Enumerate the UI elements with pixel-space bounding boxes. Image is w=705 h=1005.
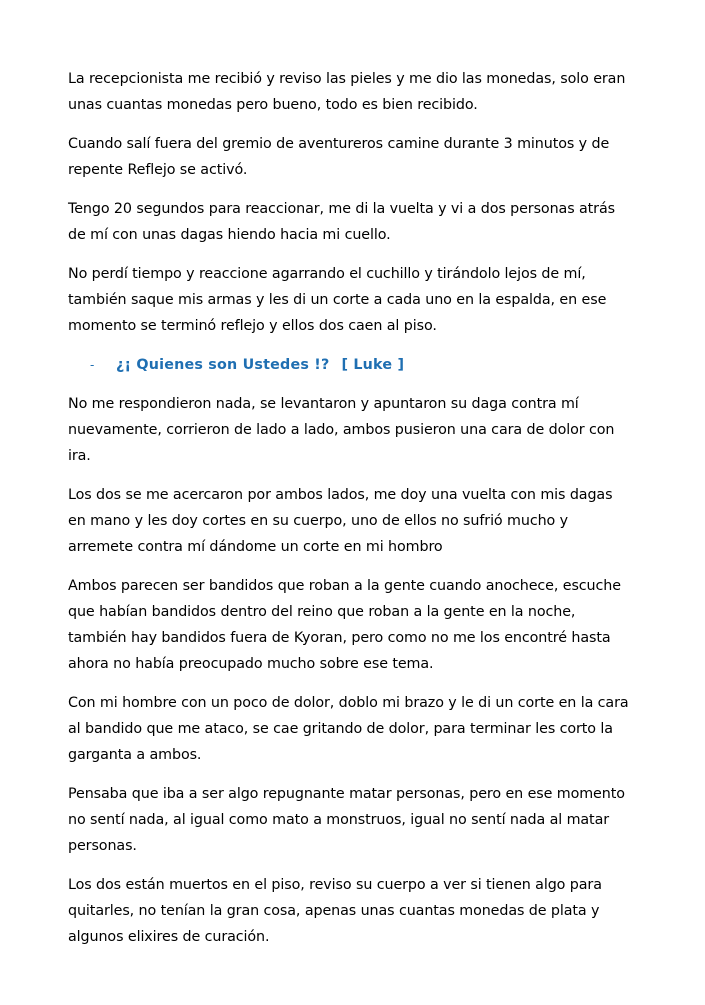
- dialogue-quote: ¿¡ Quienes son Ustedes !?: [116, 357, 330, 373]
- paragraph-4: No perdí tiempo y reaccione agarrando el cuchillo y tirándolo lejos de mí, también saque mis armas y les di un corte a cada uno en la espalda, en ese momento se terminó reflejo y ellos dos caen al piso.: [68, 266, 607, 334]
- paragraph-1: La recepcionista me recibió y reviso las pieles y me dio las monedas, solo eran unas cuantas monedas pero bueno, todo es bien recibido.: [68, 71, 626, 113]
- paragraph-5: No me respondieron nada, se levantaron y apuntaron su daga contra mí nuevamente, corrieron de lado a lado, ambos pusieron una cara de dolor con ira.: [68, 396, 615, 464]
- paragraph-9: Pensaba que iba a ser algo repugnante matar personas, pero en ese momento no sentí nada, al igual como mato a monstruos, igual no sentí nada al matar personas.: [68, 786, 625, 854]
- paragraph-7: Ambos parecen ser bandidos que roban a la gente cuando anochece, escuche que habían bandidos dentro del reino que roban a la gente en la noche, también hay bandidos fuera de Kyoran, pero como no me los encontré hasta ahora no había preocupado mucho sobre ese tema.: [68, 578, 621, 672]
- paragraph-8: Con mi hombre con un poco de dolor, doblo mi brazo y le di un corte en la cara al bandido que me ataco, se cae gritando de dolor, para terminar les corto la garganta a ambos.: [68, 695, 629, 763]
- paragraph-10: Los dos están muertos en el piso, reviso su cuerpo a ver si tienen algo para quitarles, no tenían la gran cosa, apenas unas cuantas monedas de plata y algunos elixires de curación.: [68, 877, 602, 945]
- document-body: [68, 66, 633, 963]
- paragraph-6: Los dos se me acercaron por ambos lados, me doy una vuelta con mis dagas en mano y les doy cortes en su cuerpo, uno de ellos no sufrió mucho y arremete contra mí dándome un corte en mi hombro: [68, 487, 613, 555]
- paragraph-2: Cuando salí fuera del gremio de aventureros camine durante 3 minutos y de repente Reflejo se activó.: [68, 136, 610, 178]
- paragraph-3: Tengo 20 segundos para reaccionar, me di la vuelta y vi a dos personas atrás de mí con unas dagas hiendo hacia mi cuello.: [68, 201, 615, 243]
- dialogue-dash: -: [90, 358, 95, 372]
- dialogue-speaker: [ Luke ]: [341, 357, 405, 373]
- dialogue-text: [116, 352, 404, 378]
- dialogue-line: [90, 352, 633, 378]
